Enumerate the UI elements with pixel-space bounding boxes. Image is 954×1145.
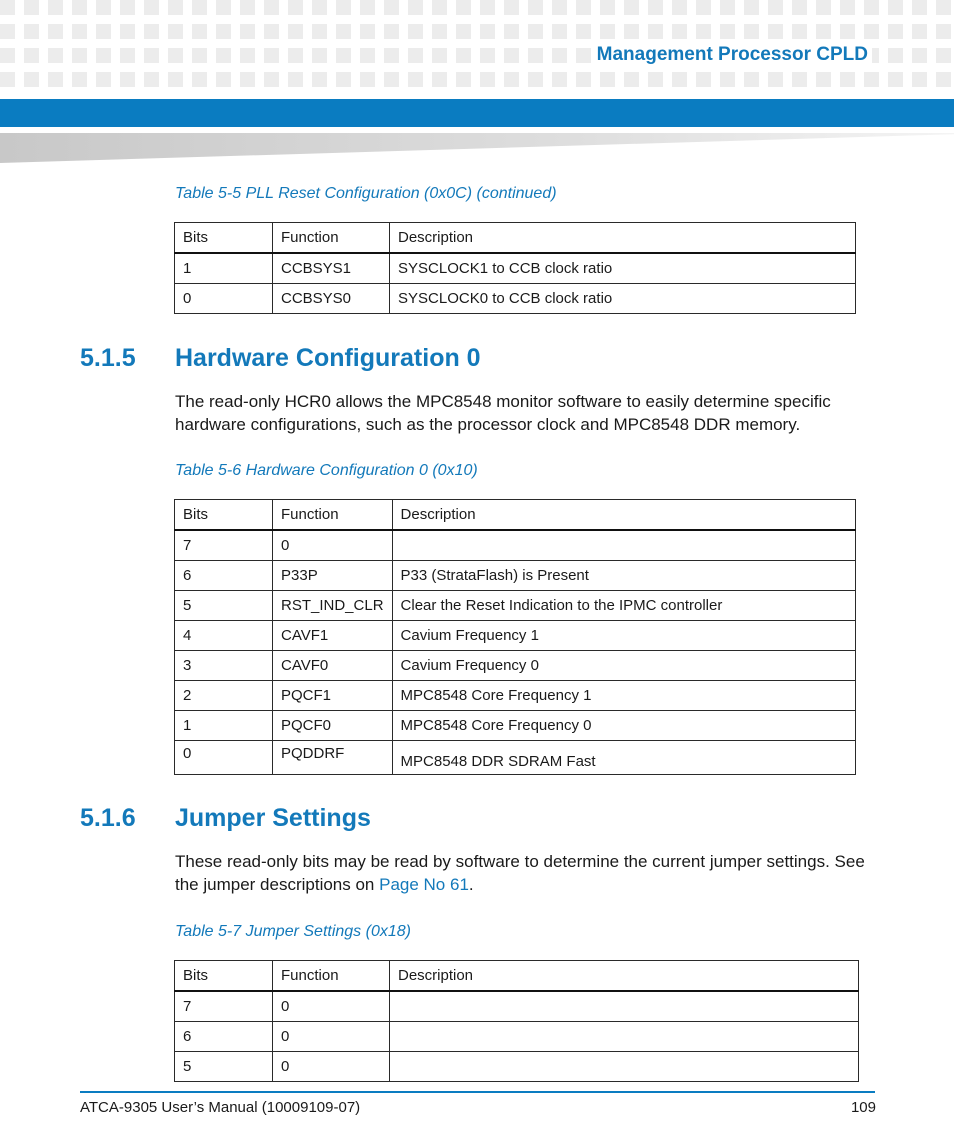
table-cell: P33P [273,561,393,591]
table-cell: CCBSYS0 [273,284,390,314]
body-text-end: . [468,875,474,894]
column-header: Function [273,223,390,254]
table-cell: 4 [175,621,273,651]
table-cell: 0 [175,741,273,775]
table-cell: 6 [175,561,273,591]
section-title: Hardware Configuration 0 [175,344,481,372]
table-cell [390,991,859,1022]
table-row [175,1052,859,1082]
table-row [175,991,859,1022]
table-cell: P33 (StrataFlash) is Present [392,561,855,591]
table-cell: 5 [175,591,273,621]
table-cell: MPC8548 Core Frequency 0 [392,711,855,741]
table-cell: CAVF1 [273,621,393,651]
table-row [175,561,856,591]
table-cell: MPC8548 Core Frequency 1 [392,681,855,711]
section-5-1-5-body: The read-only HCR0 allows the MPC8548 monitor software to easily determine specific hardware configurations, such as the processor clock and MPC8548 DDR memory. [175,392,831,434]
table-5-5 [174,222,856,314]
column-header: Function [273,961,390,992]
table-cell: 0 [273,530,393,561]
table-cell: PQCF0 [273,711,393,741]
table-cell: Cavium Frequency 1 [392,621,855,651]
table-cell: Cavium Frequency 0 [392,651,855,681]
header-grey-swoosh [0,133,954,163]
table-cell: 0 [273,1022,390,1052]
table-cell: 0 [175,284,273,314]
table-row [175,284,856,314]
footer-rule [80,1091,875,1093]
table-5-7 [174,960,859,1082]
column-header: Bits [175,500,273,531]
table-5-7-caption: Table 5-7 Jumper Settings (0x18) [175,923,411,940]
section-heading-5-1-6 [80,804,371,833]
column-header: Description [392,500,855,531]
table-row [175,681,856,711]
table-cell: RST_IND_CLR [273,591,393,621]
table-row [175,711,856,741]
table-5-6-caption: Table 5-6 Hardware Configuration 0 (0x10) [175,462,478,479]
column-header: Bits [175,223,273,254]
column-header: Description [390,961,859,992]
body-text: These read-only bits may be read by software to determine the current jumper settings. See the jumper descriptions on [175,852,865,894]
table-row [175,253,856,284]
table-cell: CCBSYS1 [273,253,390,284]
header-blue-band [0,99,954,127]
table-cell: 2 [175,681,273,711]
table-row [175,651,856,681]
column-header: Description [390,223,856,254]
table-cell: 0 [273,1052,390,1082]
table-5-6 [174,499,856,775]
section-number: 5.1.5 [80,344,136,372]
table-cell: 7 [175,530,273,561]
column-header: Function [273,500,393,531]
column-header: Bits [175,961,273,992]
table-header-row [175,961,859,992]
section-title: Jumper Settings [175,804,371,832]
table-cell: CAVF0 [273,651,393,681]
section-number: 5.1.6 [80,804,136,832]
table-cell: MPC8548 DDR SDRAM Fast [392,741,855,775]
table-cell: 7 [175,991,273,1022]
table-cell [392,530,855,561]
running-header-title: Management Processor CPLD [593,42,872,68]
table-row [175,591,856,621]
table-cell: 5 [175,1052,273,1082]
table-header-row [175,223,856,254]
table-cell: SYSCLOCK0 to CCB clock ratio [390,284,856,314]
table-header-row [175,500,856,531]
table-cell: PQCF1 [273,681,393,711]
table-cell: Clear the Reset Indication to the IPMC controller [392,591,855,621]
table-cell: SYSCLOCK1 to CCB clock ratio [390,253,856,284]
table-cell [390,1022,859,1052]
table-row [175,1022,859,1052]
table-cell: 3 [175,651,273,681]
table-cell [390,1052,859,1082]
table-cell: 1 [175,711,273,741]
footer-page-number: 109 [850,1099,876,1116]
page-link[interactable]: Page No 61 [379,875,469,894]
table-cell: 0 [273,991,390,1022]
table-row [175,621,856,651]
table-cell: PQDDRF [273,741,393,775]
table-cell: 1 [175,253,273,284]
footer-manual-title: ATCA-9305 User’s Manual (10009109-07) [80,1099,361,1116]
table-row [175,530,856,561]
table-5-5-caption: Table 5-5 PLL Reset Configuration (0x0C) (continued) [175,185,557,202]
table-row [175,741,856,775]
section-heading-5-1-5 [80,344,481,373]
table-cell: 6 [175,1022,273,1052]
section-5-1-6-body [175,850,875,896]
